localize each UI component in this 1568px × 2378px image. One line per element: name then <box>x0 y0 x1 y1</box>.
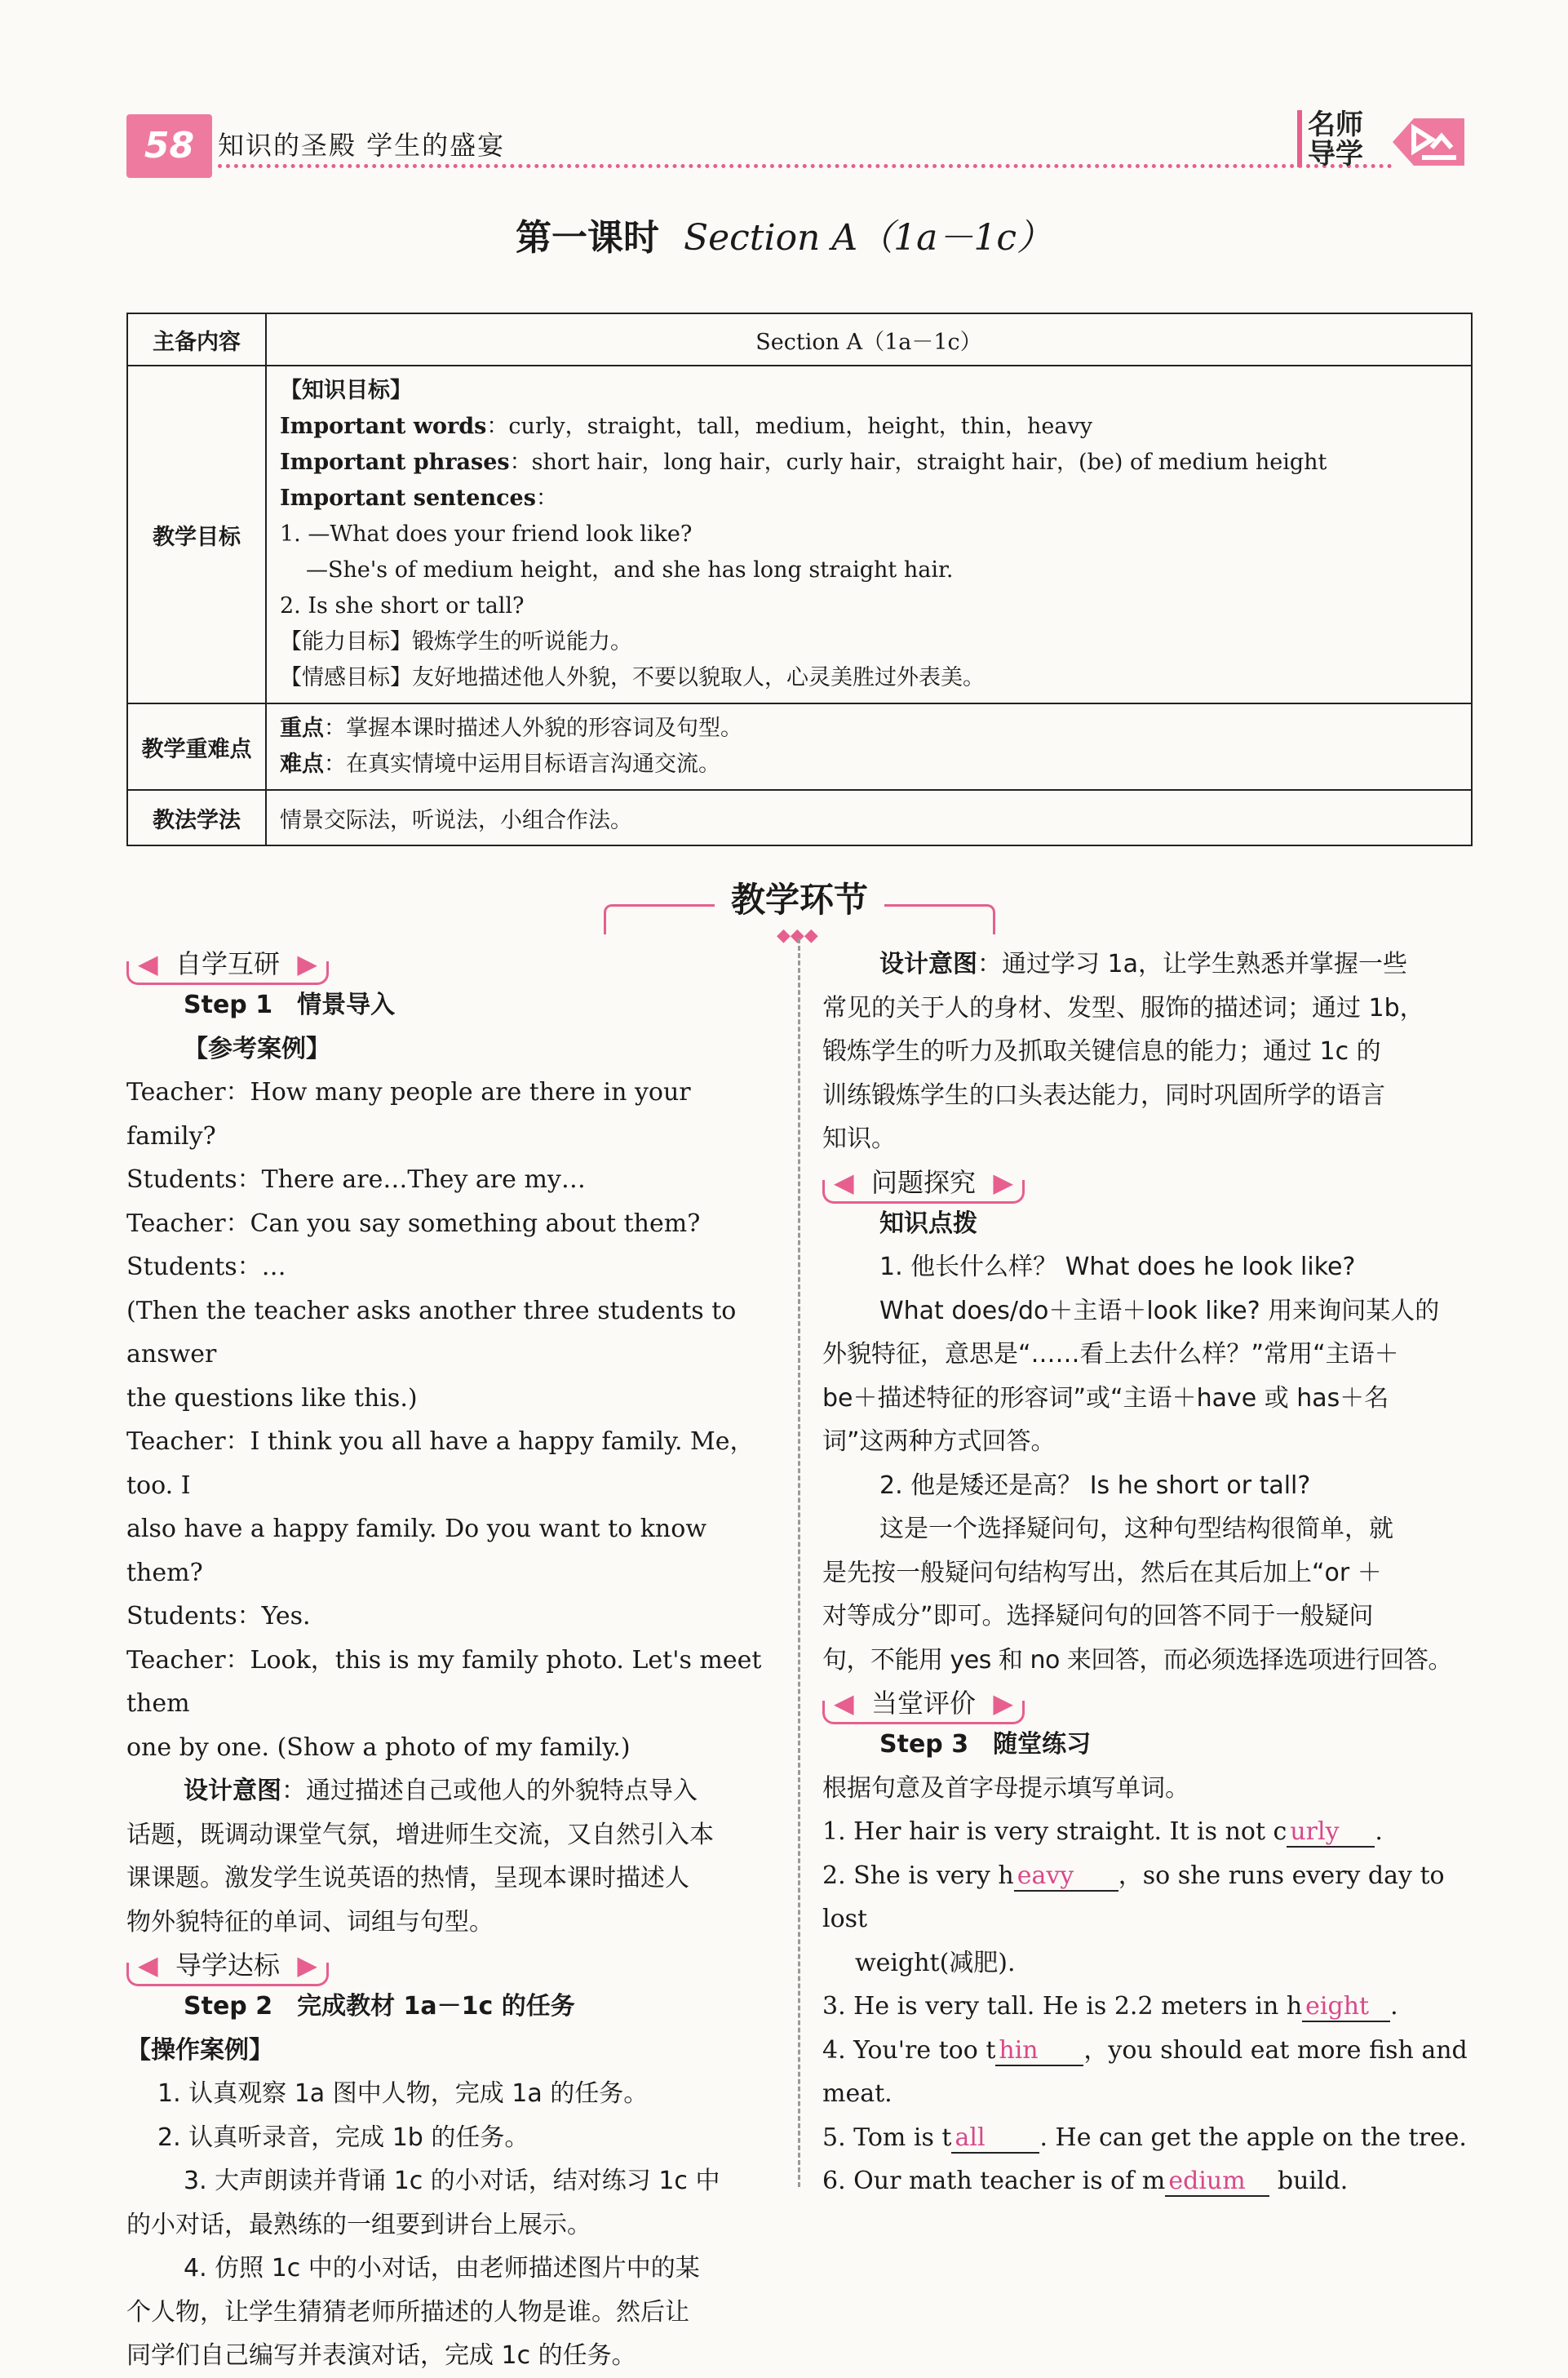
arrow-right-icon: ▶ <box>993 1688 1014 1719</box>
tag-class-evaluation <box>822 1687 1025 1719</box>
exercise-3 <box>822 1985 1475 2029</box>
exercise-text: ，you should eat more fish and meat. <box>822 2035 1468 2108</box>
explanation-line: 这是一个选择疑问句，这种句型结构很简单，就 <box>879 1515 1393 1543</box>
ability-goal: 【能力目标】锻炼学生的听说能力。 <box>280 629 632 654</box>
row-value-key-difficult <box>266 703 1472 790</box>
design-intent-text: ：通过描述自己或他人的外貌特点导入 <box>281 1777 698 1805</box>
answer-blank[interactable]: eight <box>1302 1993 1390 2022</box>
lesson-plan-table <box>126 313 1473 846</box>
tag-problem-inquiry-label: 问题探究 <box>871 1166 977 1198</box>
key-point <box>280 711 1458 747</box>
table-row <box>127 703 1472 790</box>
arrow-right-icon: ▶ <box>297 1950 318 1981</box>
operation-item-2: 2. 认真听录音，完成 1b 的任务。 <box>157 2123 529 2152</box>
dialogue-line: Students：Yes. <box>126 1602 311 1630</box>
tag-class-evaluation-label: 当堂评价 <box>871 1688 977 1719</box>
step-1-title: Step 1 情景导入 <box>184 991 396 1019</box>
header-dotted-rule <box>218 164 1393 168</box>
question-1: 1. 他长什么样？ What does he look like? <box>879 1253 1356 1281</box>
dialogue-line: Teacher：Look，this is my family photo. Let's meet them <box>126 1645 762 1718</box>
operation-item-4-cont: 个人物，让学生猜猜老师所描述的人物是谁。然后让 <box>126 2297 689 2327</box>
brand-logo-icon <box>1389 115 1468 169</box>
exercise-2-cont: weight(减肥). <box>855 1948 1016 1977</box>
key-point-text: ：掌握本课时描述人外貌的形容词及句型。 <box>324 716 742 741</box>
explanation-line: 外貌特征，意思是“……看上去什么样？”常用“主语＋ <box>822 1340 1399 1369</box>
row-value-methods: 情景交际法，听说法，小组合作法。 <box>266 790 1472 845</box>
design-intent-1 <box>126 1769 779 1813</box>
design-intent-line: 话题，既调动课堂气氛，增进师生交流，又自然引入本 <box>126 1820 714 1849</box>
explanation-line: 句，不能用 yes 和 no 来回答，而必须选择选项进行回答。 <box>822 1645 1452 1675</box>
tag-problem-inquiry <box>822 1166 1025 1199</box>
row-label-main-content: 主备内容 <box>127 313 266 366</box>
table-row <box>127 790 1472 845</box>
operation-case-tag: 【操作案例】 <box>126 2035 273 2065</box>
words-label: Important words <box>280 414 487 439</box>
tag-guided-learning-label: 导学达标 <box>175 1950 281 1981</box>
dialogue-line: Teacher：How many people are there in your family? <box>126 1078 691 1151</box>
exercise-2 <box>822 1854 1475 1941</box>
phrases-list: ：short hair，long hair，curly hair，straight hair，(be) of medium height <box>509 450 1327 475</box>
row-label-key-difficult: 教学重难点 <box>127 703 266 790</box>
exercise-text: 5. Tom is t <box>822 2123 952 2152</box>
sentences-label: Important sentences <box>280 486 536 511</box>
answer-blank[interactable]: hin <box>995 2037 1083 2066</box>
arrow-left-icon: ◀ <box>834 1166 854 1198</box>
arrow-left-icon: ◀ <box>138 1950 158 1981</box>
difficult-point-label: 难点 <box>280 752 324 777</box>
brand-logo-text <box>1308 110 1363 169</box>
arrow-right-icon: ▶ <box>297 948 318 979</box>
row-label-methods: 教法学法 <box>127 790 266 845</box>
design-intent-line: 物外貌特征的单词、词组与句型。 <box>126 1907 494 1937</box>
brand-line-2: 导学 <box>1308 138 1363 171</box>
banner-title-wrap <box>604 873 995 922</box>
tag-self-study-label: 自学互研 <box>175 948 281 979</box>
exercise-text: 1. Her hair is very straight. It is not c <box>822 1817 1287 1846</box>
answer-blank[interactable]: eavy <box>1014 1862 1118 1892</box>
design-intent-line: 知识。 <box>822 1125 896 1153</box>
explanation-line: 对等成分”即可。选择疑问句的回答不同于一般疑问 <box>822 1602 1374 1630</box>
explanation-line: 是先按一般疑问句结构写出，然后在其后加上“or ＋ <box>822 1558 1382 1587</box>
exercise-text: 4. You're too t <box>822 2035 996 2065</box>
arrow-right-icon: ▶ <box>993 1166 1014 1198</box>
knowledge-goal-tag: 【知识目标】 <box>280 378 412 403</box>
design-intent-line: 常见的关于人的身材、发型、服饰的描述词；通过 1b， <box>822 993 1424 1023</box>
step-3-title: Step 3 随堂练习 <box>879 1730 1092 1759</box>
question-2: 2. 他是矮还是高？ Is he short or tall? <box>879 1471 1311 1500</box>
dialogue-line: Students：… <box>126 1253 286 1281</box>
page-number: 58 <box>126 114 212 178</box>
exercise-6 <box>822 2159 1475 2203</box>
brand-line-1: 名师 <box>1308 109 1363 141</box>
exercise-text: . <box>1390 1992 1398 2021</box>
explanation-line: What does/do＋主语＋look like? 用来询问某人的 <box>879 1296 1440 1325</box>
arrow-left-icon: ◀ <box>138 948 158 979</box>
exercise-text: 3. He is very tall. He is 2.2 meters in h <box>822 1992 1303 2021</box>
important-phrases <box>280 445 1458 481</box>
design-intent-label: 设计意图 <box>184 1777 281 1805</box>
important-words <box>280 409 1458 445</box>
exercise-5 <box>822 2116 1475 2160</box>
column-divider <box>798 938 800 2187</box>
header-slogan: 知识的圣殿 学生的盛宴 <box>218 130 506 161</box>
row-label-teaching-goals: 教学目标 <box>127 366 266 703</box>
right-column <box>822 943 1475 2203</box>
sentence-1a: 1. —What does your friend look like? <box>280 521 693 547</box>
tag-self-study <box>126 947 329 980</box>
important-sentences <box>280 481 1458 517</box>
operation-item-1: 1. 认真观察 1a 图中人物，完成 1a 的任务。 <box>157 2079 649 2108</box>
page-header <box>126 110 1477 184</box>
dialogue-line: one by one. (Show a photo of my family.) <box>126 1732 631 1762</box>
exercise-instruction: 根据句意及首字母提示填写单词。 <box>822 1773 1189 1803</box>
lesson-title <box>0 208 1568 260</box>
row-value-teaching-goals <box>266 366 1472 703</box>
exercise-4 <box>822 2029 1475 2116</box>
dialogue-line: (Then the teacher asks another three students to answer <box>126 1296 737 1369</box>
lesson-title-en: Section A（1a－1c） <box>683 217 1053 259</box>
design-intent-label: 设计意图 <box>879 950 977 978</box>
sentences-colon: ： <box>535 486 558 511</box>
dialogue-line: Teacher：Can you say something about them? <box>126 1209 701 1238</box>
answer-blank[interactable]: edium <box>1165 2167 1269 2197</box>
table-row <box>127 313 1472 366</box>
dialogue-line: also have a happy family. Do you want to know them? <box>126 1515 706 1587</box>
answer-blank[interactable]: all <box>951 2124 1039 2154</box>
operation-item-3: 3. 大声朗读并背诵 1c 的小对话，结对练习 1c 中 <box>184 2167 720 2195</box>
tag-guided-learning <box>126 1949 329 1981</box>
design-intent-text: ：通过学习 1a，让学生熟悉并掌握一些 <box>977 950 1408 978</box>
difficult-point-text: ：在真实情境中运用目标语言沟通交流。 <box>324 752 720 777</box>
operation-item-4-cont: 同学们自己编写并表演对话，完成 1c 的任务。 <box>126 2341 636 2370</box>
banner-title: 教学环节 <box>715 880 884 920</box>
operation-item-3-cont: 的小对话，最熟练的一组要到讲台上展示。 <box>126 2210 591 2239</box>
exercise-text: . He can get the apple on the tree. <box>1039 2123 1467 2152</box>
exercise-text: build. <box>1269 2167 1349 2195</box>
emotion-goal: 【情感目标】友好地描述他人外貌，不要以貌取人，心灵美胜过外表美。 <box>280 665 985 690</box>
phrases-label: Important phrases <box>280 450 510 475</box>
header-divider <box>1297 110 1302 167</box>
lesson-title-cn: 第一课时 <box>515 217 659 259</box>
sentence-1b: —She's of medium height，and she has long straight hair. <box>306 557 954 583</box>
exercise-text: . <box>1375 1817 1383 1846</box>
design-intent-line: 锻炼学生的听力及抓取关键信息的能力；通过 1c 的 <box>822 1037 1381 1066</box>
exercise-text: 6. Our math teacher is of m <box>822 2167 1166 2195</box>
dialogue-line: the questions like this.) <box>126 1383 418 1413</box>
explanation-line: be＋描述特征的形容词”或“主语＋have 或 has＋名 <box>822 1383 1389 1413</box>
dialogue-line: Students：There are…They are my… <box>126 1165 586 1194</box>
words-list: ：curly，straight，tall，medium，height，thin，heavy <box>486 414 1092 439</box>
design-intent-line: 课课题。激发学生说英语的热情，呈现本课时描述人 <box>126 1864 689 1892</box>
sentence-2: 2. Is she short or tall? <box>280 593 525 619</box>
section-banner <box>604 873 995 946</box>
exercise-text: 2. She is very h <box>822 1861 1014 1890</box>
step-2-title: Step 2 完成教材 1a－1c 的任务 <box>184 1992 575 2021</box>
reference-case-tag: 【参考案例】 <box>184 1034 330 1063</box>
banner-diamond-icon: ◆◆◆ <box>777 925 818 946</box>
explanation-line: 词”这两种方式回答。 <box>822 1427 1056 1456</box>
exercise-1 <box>822 1810 1475 1854</box>
left-column <box>126 943 779 2378</box>
knowledge-tips-title: 知识点拨 <box>879 1209 977 1238</box>
key-point-label: 重点 <box>280 716 324 741</box>
dialogue-line: Teacher：I think you all have a happy family. Me，too. I <box>126 1427 755 1500</box>
difficult-point <box>280 747 1458 783</box>
table-row <box>127 366 1472 703</box>
exercise-text: ，so she runs every day to lost <box>822 1861 1445 1933</box>
answer-blank[interactable]: urly <box>1287 1818 1375 1848</box>
operation-item-4: 4. 仿照 1c 中的小对话，由老师描述图片中的某 <box>184 2254 700 2283</box>
design-intent-line: 训练锻炼学生的口头表达能力，同时巩固所学的语言 <box>822 1080 1385 1110</box>
arrow-left-icon: ◀ <box>834 1688 854 1719</box>
design-intent-2 <box>822 943 1475 987</box>
row-value-main-content: Section A（1a－1c） <box>266 313 1472 366</box>
